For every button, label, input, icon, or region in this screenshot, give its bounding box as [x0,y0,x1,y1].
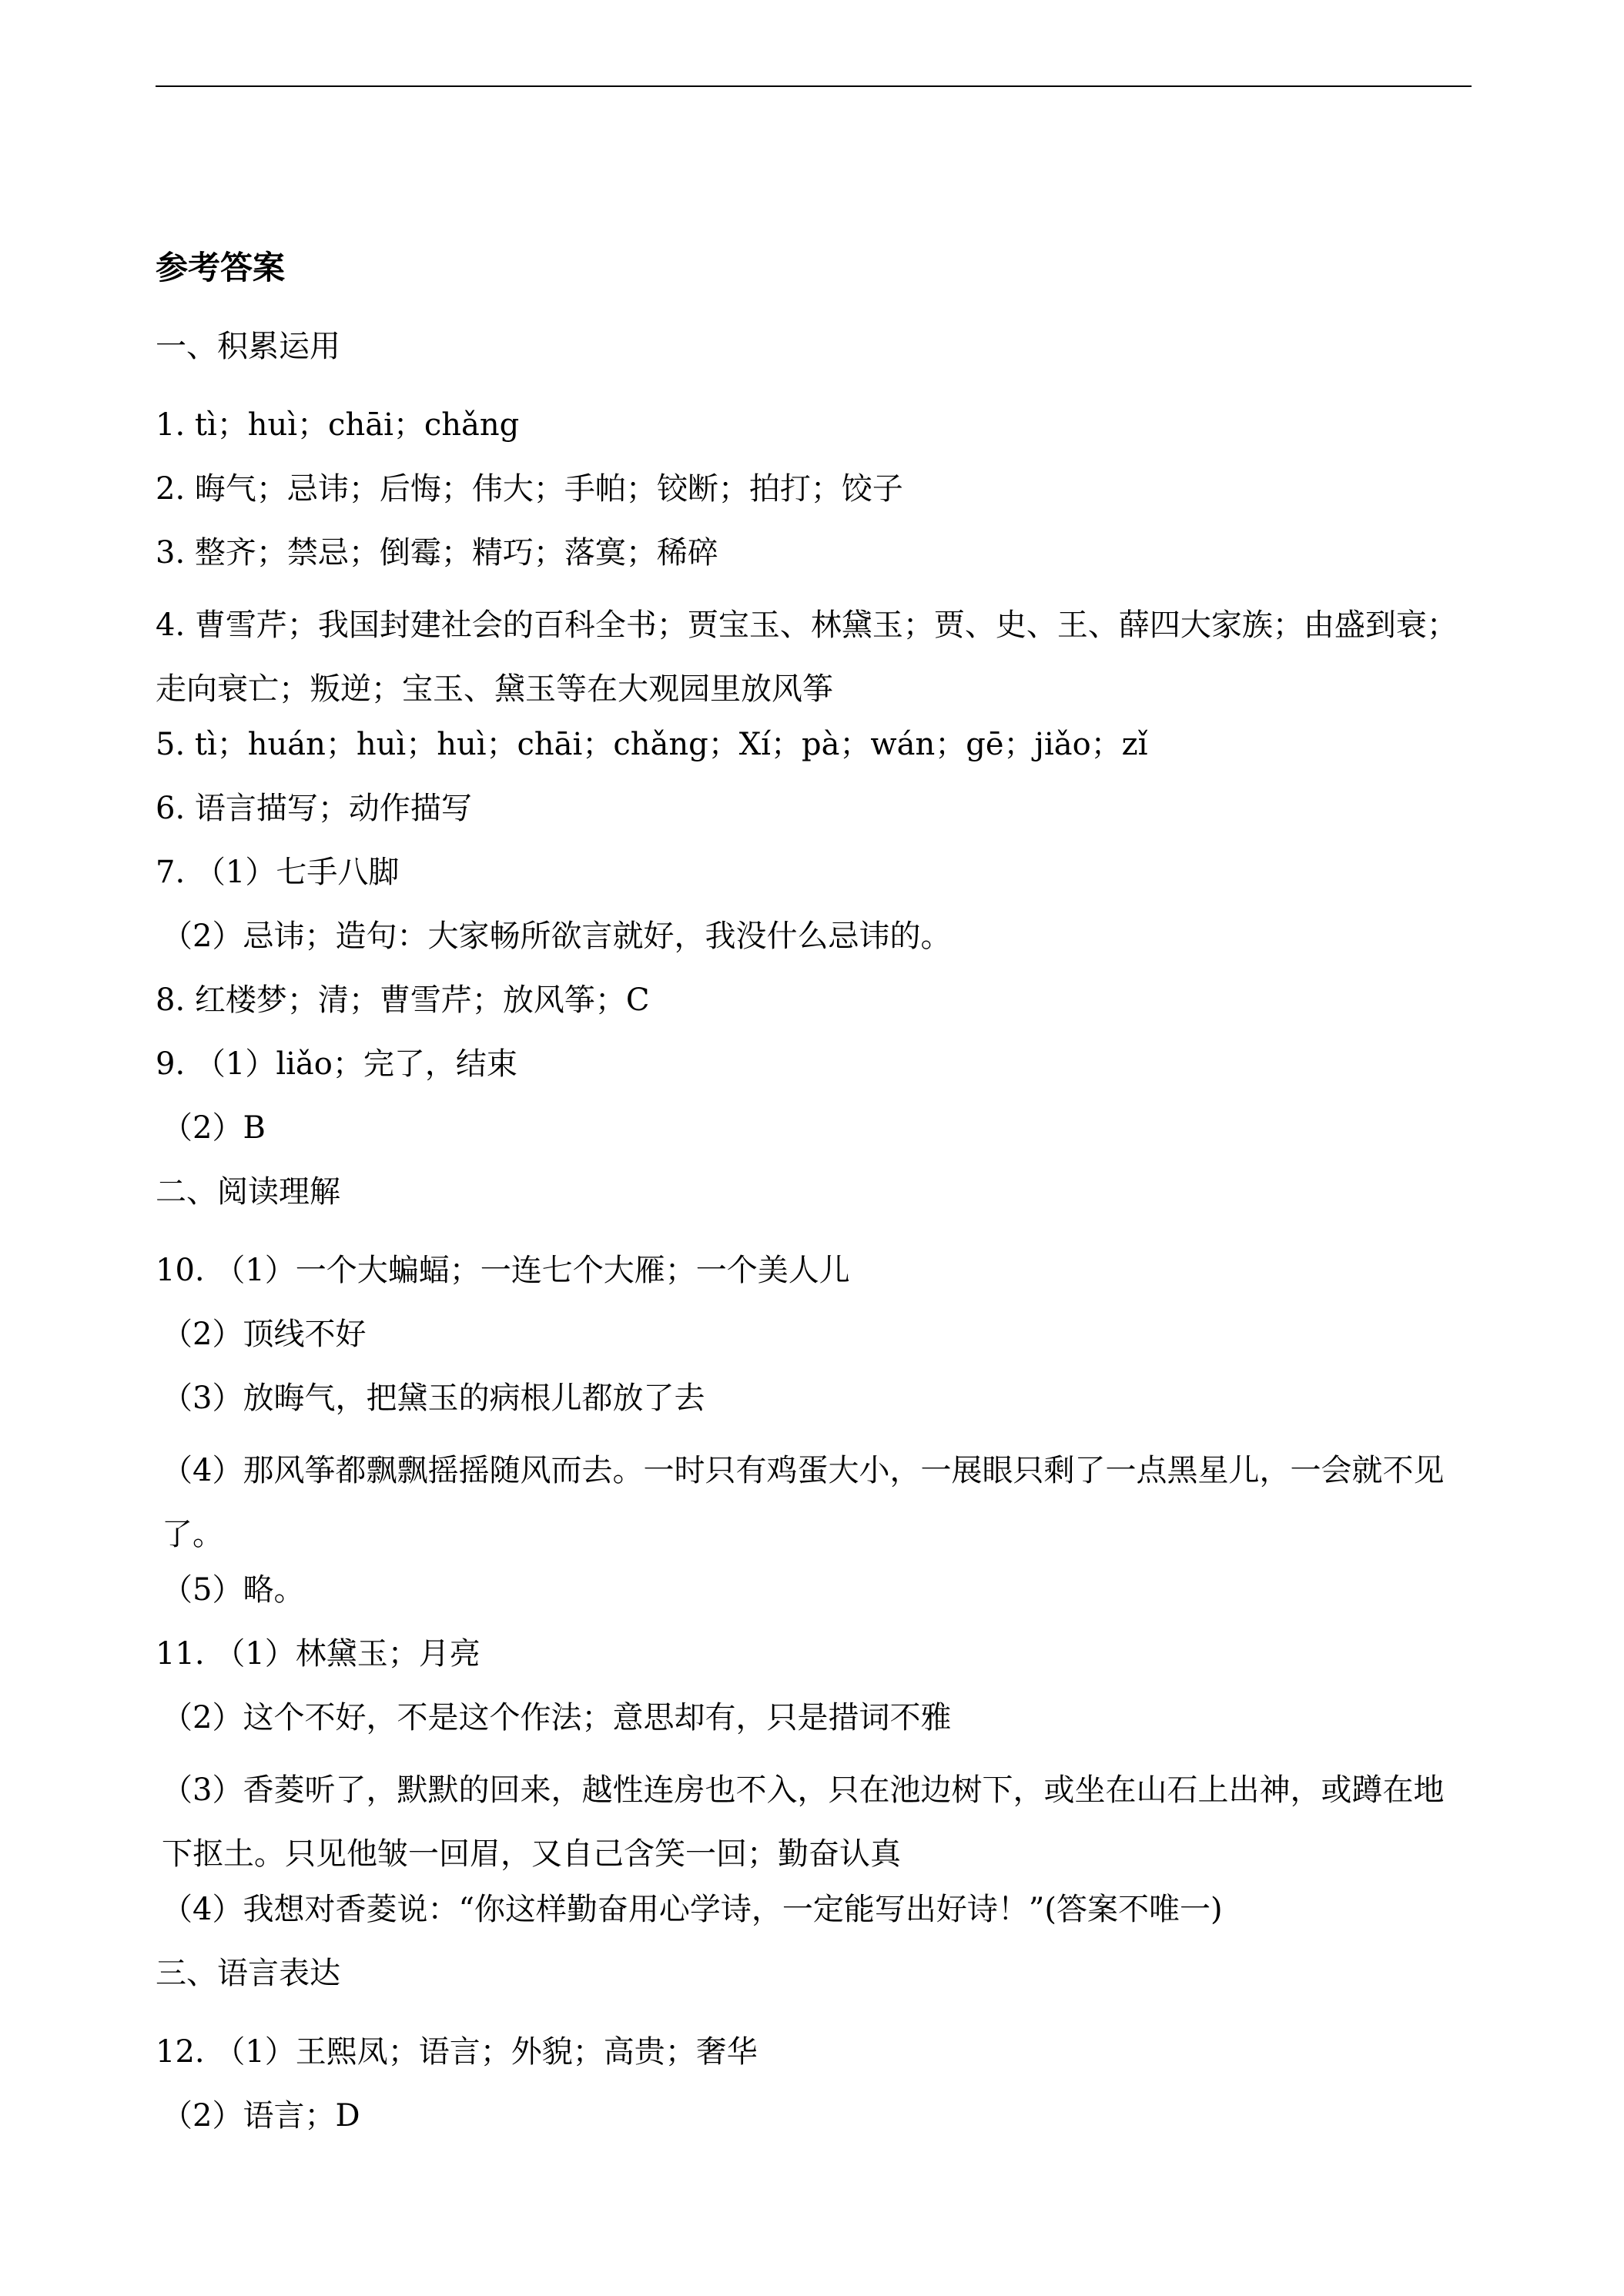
section-heading-2: 二、阅读理解 [156,1174,340,1210]
answer-line: 1. tì；huì；chāi；chǎng [156,407,520,443]
answer-line: （3）香菱听了，默默的回来，越性连房也不入，只在池边树下，或坐在山石上出神，或蹲在地下抠土。只见他皱一回眉，又自己含笑一回；勤奋认真 [162,1772,1445,1872]
page-title: 参考答案 [156,249,286,286]
answer-line: （2）忌讳；造句：大家畅所欲言就好，我没什么忌讳的。 [162,919,952,954]
answer-line: 2. 晦气；忌讳；后悔；伟大；手帕；铰断；拍打；饺子 [156,471,903,507]
answer-line: 8. 红楼梦；清；曹雪芹；放风筝；C [156,982,650,1018]
answer-content [156,245,1472,2157]
answer-line: 10. （1）一个大蝙蝠；一连七个大雁；一个美人儿 [156,1253,850,1288]
header-rule [156,85,1472,87]
answer-line: 9. （1）liǎo；完了，结束 [156,1046,517,1082]
answer-line: 4. 曹雪芹；我国封建社会的百科全书；贾宝玉、林黛玉；贾、史、王、薛四大家族；由盛到衰；走向衰亡；叛逆；宝玉、黛玉等在大观园里放风筝 [156,607,1458,707]
answer-line: （3）放晦气，把黛玉的病根儿都放了去 [162,1381,705,1416]
section-heading-3: 三、语言表达 [156,1956,340,1991]
answer-line: （2）B [162,1110,266,1146]
answer-line: （5）略。 [162,1572,305,1608]
answer-line: 12. （1）王熙凤；语言；外貌；高贵；奢华 [156,2034,758,2070]
answer-line: （4）那风筝都飘飘摇摇随风而去。一时只有鸡蛋大小，一展眼只剩了一点黑星儿，一会就不见了。 [162,1453,1445,1552]
answer-line: （2）这个不好，不是这个作法；意思却有，只是措词不雅 [162,1700,952,1735]
answer-line: （2）语言；D [162,2098,360,2134]
answer-line: 5. tì；huán；huì；huì；chāi；chǎng；Xí；pà；wán；gē；jiǎo；zǐ [156,727,1148,762]
answer-line: 3. 整齐；禁忌；倒霉；精巧；落寞；稀碎 [156,535,718,571]
answer-line: （4）我想对香菱说：“你这样勤奋用心学诗，一定能写出好诗！”(答案不唯一) [162,1892,1223,1927]
answer-line: （2）顶线不好 [162,1317,367,1352]
answer-line: 7. （1）七手八脚 [156,855,400,890]
answer-line: 11. （1）林黛玉；月亮 [156,1636,481,1672]
section-heading-1: 一、积累运用 [156,329,340,364]
answer-line: 6. 语言描写；动作描写 [156,791,472,826]
